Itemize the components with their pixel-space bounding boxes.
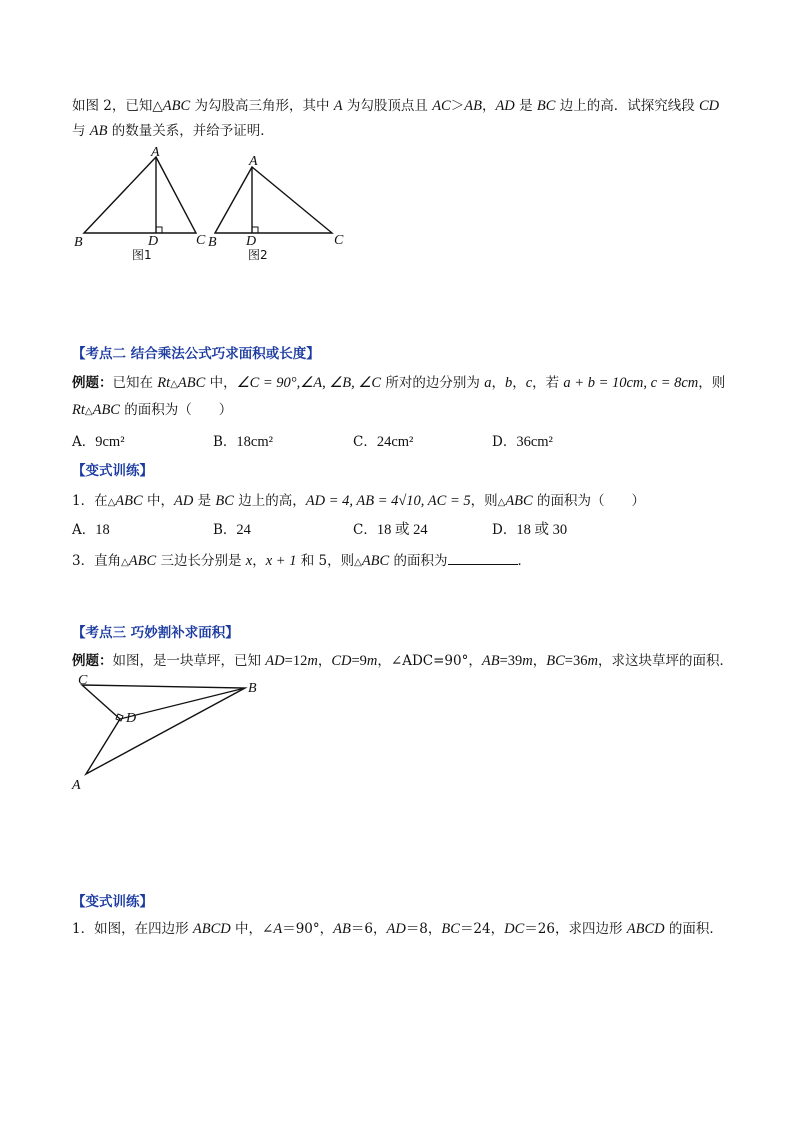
math: =36 xyxy=(564,653,588,669)
math: CD xyxy=(331,653,352,669)
triangle-symbol: △ xyxy=(170,379,178,390)
lawn-right-angle-mark xyxy=(116,714,123,721)
section3-example xyxy=(72,651,733,671)
math: AB xyxy=(89,123,108,139)
math: ABC xyxy=(128,553,157,569)
text: 1．如图，在四边形 xyxy=(72,921,193,937)
math: m xyxy=(307,653,318,669)
text: 是 xyxy=(193,493,216,509)
text: 三边长分别是 xyxy=(156,553,246,569)
section3-heading: 【考点三 巧妙割补求面积】 xyxy=(72,625,239,641)
math: AB xyxy=(481,653,500,669)
math: m xyxy=(587,653,598,669)
figure2-right-angle-mark xyxy=(252,227,258,233)
section2-question-1 xyxy=(72,491,645,513)
option-C[interactable]: C．24cm² xyxy=(353,434,414,450)
triangle-figures xyxy=(72,145,362,270)
section2-example-line-1 xyxy=(72,373,725,395)
figure1-label-D: D xyxy=(148,234,159,249)
math: ABC xyxy=(361,553,390,569)
option-letter: B xyxy=(213,434,223,450)
option-value: 9cm² xyxy=(95,434,125,450)
text: 的面积为（ ） xyxy=(119,402,233,418)
option-value: 36cm² xyxy=(516,434,553,450)
math: =39 xyxy=(499,653,523,669)
text: ， xyxy=(377,653,391,669)
math: x + 1 xyxy=(265,553,297,569)
math: BC xyxy=(215,493,234,509)
section3-practice-heading: 【变式训练】 xyxy=(72,894,153,910)
text: 边上的高， xyxy=(233,493,306,509)
math: AD = 4, AB = 4√10, AC = 5 xyxy=(305,493,471,509)
text: 如图，是一块草坪，已知 xyxy=(112,653,266,669)
math: ABC xyxy=(92,402,120,418)
math: ABC xyxy=(162,98,191,114)
math: AD xyxy=(173,493,194,509)
text: ， xyxy=(481,98,496,114)
text: ， xyxy=(512,375,526,391)
option-value: 18 xyxy=(95,522,110,538)
math: BC xyxy=(546,653,565,669)
example-label: 例题： xyxy=(72,653,113,669)
math: Rt xyxy=(157,375,171,391)
option-B[interactable]: B．18cm² xyxy=(213,434,273,450)
text: 边上的高．试探究线段 xyxy=(555,98,700,114)
text: ＝8， xyxy=(405,921,442,937)
figure1-right-angle-mark xyxy=(156,227,162,233)
text: ＝90°， xyxy=(282,921,334,937)
section2-heading: 【考点二 结合乘法公式巧求面积或长度】 xyxy=(72,346,320,362)
math: c xyxy=(525,375,533,391)
option-letter: C xyxy=(353,434,364,450)
math: ABC xyxy=(505,493,533,509)
text: ＞ xyxy=(450,98,465,114)
text: 和 5，则 xyxy=(296,553,355,569)
option-letter: A xyxy=(72,434,82,450)
math: Rt xyxy=(72,402,85,418)
figure2-label-A: A xyxy=(249,154,258,169)
section2-question-3 xyxy=(72,550,531,573)
math: m xyxy=(522,653,533,669)
text: ， xyxy=(491,375,505,391)
math: =9 xyxy=(351,653,367,669)
text: ＝24， xyxy=(459,921,505,937)
math: ABC xyxy=(177,375,206,391)
lawn-label-D: D xyxy=(126,711,137,726)
figure2-triangle xyxy=(215,167,332,233)
option-value: 24cm² xyxy=(376,434,414,450)
math: b xyxy=(504,375,513,391)
text: ，则 xyxy=(470,493,498,509)
figure2-caption: 图2 xyxy=(248,248,268,262)
text: 的面积． xyxy=(664,921,723,937)
math: m xyxy=(366,653,378,669)
math: DC xyxy=(504,921,525,937)
figure1-triangle xyxy=(84,157,196,233)
figure2-label-B: B xyxy=(208,235,217,250)
text: 中， xyxy=(142,493,174,509)
text: ， xyxy=(252,553,266,569)
figure1-label-B: B xyxy=(74,235,83,250)
triangle-symbol: △ xyxy=(121,557,129,568)
math: AC xyxy=(432,98,451,114)
text: ， xyxy=(317,653,332,669)
option-letter: A xyxy=(72,522,82,538)
math: BC xyxy=(441,921,460,937)
example-label: 例题： xyxy=(72,375,113,391)
figure1-caption: 图1 xyxy=(132,248,152,262)
math: CD xyxy=(699,98,720,114)
text: ， xyxy=(532,653,547,669)
math: ABC xyxy=(115,493,143,509)
text: =90°， xyxy=(433,653,482,669)
text: 3．直角 xyxy=(72,553,122,569)
text: ，则 xyxy=(698,375,726,391)
text: ，求这块草坪的面积． xyxy=(597,653,733,669)
option-letter: C xyxy=(353,522,364,538)
answer-blank[interactable] xyxy=(448,550,518,565)
text: 的面积为（ ） xyxy=(532,493,646,509)
math: x xyxy=(245,553,253,569)
section3-question-1 xyxy=(72,919,723,939)
q1-option-C[interactable]: C．18 或 24 xyxy=(353,522,428,538)
section2-practice-heading: 【变式训练】 xyxy=(72,463,153,479)
text: 中，∠ xyxy=(230,921,274,937)
math: ABCD xyxy=(626,921,665,937)
text: 的面积为 xyxy=(389,553,448,569)
text: ． xyxy=(517,553,532,569)
text: 与 xyxy=(72,123,90,139)
figure2-label-D: D xyxy=(246,234,257,249)
text: ，若 xyxy=(532,375,564,391)
text: 所对的边分别为 xyxy=(381,375,485,391)
option-letter: B xyxy=(213,522,223,538)
option-letter: D xyxy=(492,522,503,538)
text: 已知在 xyxy=(112,375,158,391)
triangle-symbol: △ xyxy=(84,406,93,417)
text: 如图 2，已知△ xyxy=(72,98,163,114)
figure1-label-A: A xyxy=(151,145,160,160)
intro-line-1 xyxy=(72,96,719,116)
triangle-symbol: △ xyxy=(107,497,116,508)
math: a + b = 10cm, c = 8cm xyxy=(563,375,699,391)
lawn-label-B: B xyxy=(248,681,257,696)
math: =12 xyxy=(284,653,308,669)
option-letter: D xyxy=(492,434,503,450)
triangle-symbol: △ xyxy=(497,497,506,508)
text: 是 xyxy=(514,98,537,114)
math: A xyxy=(333,98,343,114)
triangle-symbol: △ xyxy=(354,557,362,568)
math: BC xyxy=(536,98,556,114)
math: AB xyxy=(464,98,482,114)
option-D[interactable]: D．36cm² xyxy=(492,434,553,450)
intro-line-2 xyxy=(72,121,274,141)
lawn-diagonal-DB xyxy=(120,688,245,719)
option-value: 18 或 24 xyxy=(376,522,428,538)
lawn-figure xyxy=(68,670,268,795)
math: a xyxy=(484,375,492,391)
q1-option-B[interactable]: B．24 xyxy=(213,522,251,538)
option-value: 18 或 30 xyxy=(516,522,568,538)
math: ABCD xyxy=(192,921,231,937)
math: A xyxy=(273,921,283,937)
text: 为勾股顶点且 xyxy=(342,98,433,114)
lawn-label-A: A xyxy=(72,778,81,793)
figure1-label-C: C xyxy=(196,233,206,248)
math: ∠ADC xyxy=(390,653,434,669)
figure2-label-C: C xyxy=(334,233,344,248)
text: 的数量关系，并给予证明． xyxy=(107,123,274,139)
text: 为勾股高三角形，其中 xyxy=(190,98,334,114)
lawn-label-C: C xyxy=(78,673,88,688)
q1-option-A[interactable]: A．18 xyxy=(72,522,110,538)
option-A[interactable]: A．9cm² xyxy=(72,434,125,450)
text: 中， xyxy=(205,375,237,391)
math: AD xyxy=(386,921,406,937)
option-value: 24 xyxy=(236,522,251,538)
text: ＝6， xyxy=(350,921,387,937)
math: AD xyxy=(495,98,515,114)
lawn-quadrilateral xyxy=(82,685,245,774)
option-value: 18cm² xyxy=(236,434,273,450)
section2-example-line-2 xyxy=(72,400,232,422)
q1-option-D[interactable]: D．18 或 30 xyxy=(492,522,568,538)
text: ＝26，求四边形 xyxy=(524,921,627,937)
math: ∠C = 90°,∠A, ∠B, ∠C xyxy=(236,375,382,391)
text: 1．在 xyxy=(72,493,108,509)
math: AD xyxy=(265,653,285,669)
math: AB xyxy=(333,921,351,937)
